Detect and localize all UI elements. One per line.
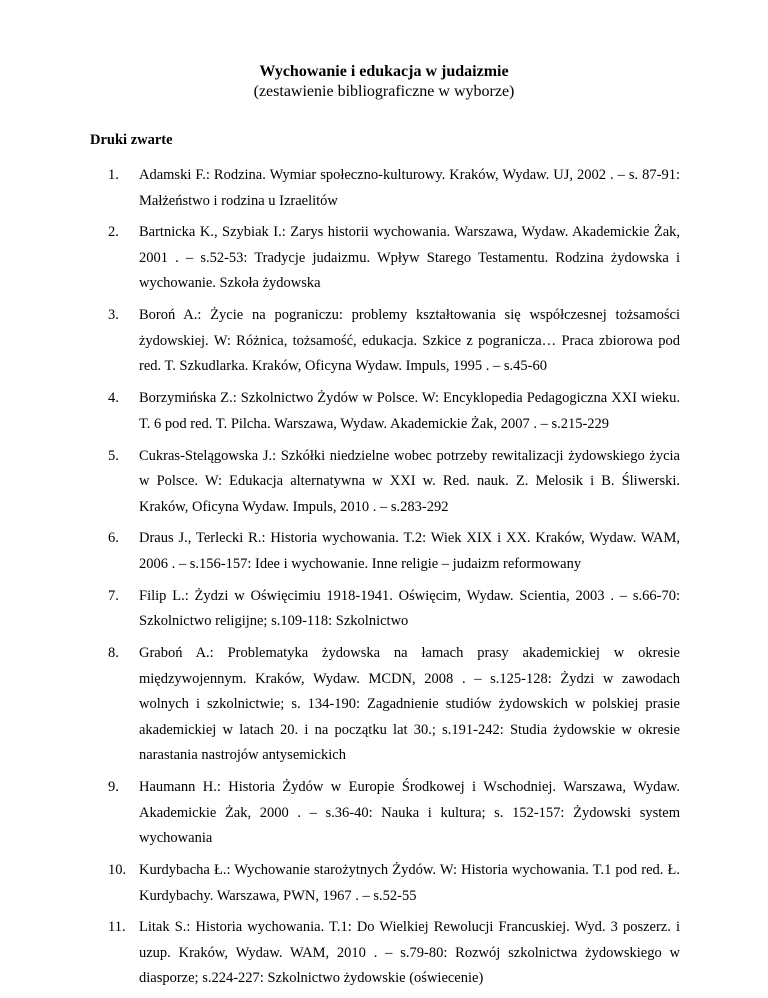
entry-number: 4. [108, 390, 119, 407]
entry-number: 10. [108, 862, 127, 879]
entry-text: Litak S.: Historia wychowania. T.1: Do Wielkiej Rewolucji Francuskiej. Wyd. 3 poszerz. i uzup. Kraków, Wydaw. WAM, 2010 . – s.79-80: Rozwój szkolnictwa żydowskiego w diasporze; s.224-227: Szkolnictwo żydowskie (oświecenie) [139, 919, 680, 987]
bibliography-entry [108, 915, 680, 992]
bibliography-entry [108, 641, 680, 769]
entry-number: 7. [108, 587, 119, 604]
entry-number: 1. [108, 167, 119, 183]
document-title: Wychowanie i edukacja w judaizmie [259, 63, 509, 80]
bibliography-entry [108, 584, 680, 635]
entry-number: 5. [108, 447, 119, 464]
bibliography-entry [108, 775, 680, 852]
document-subtitle: (zestawienie bibliograficzne w wyborze) [253, 83, 515, 100]
entry-text: Bartnicka K., Szybiak I.: Zarys historii wychowania. Warszawa, Wydaw. Akademickie Żak, 2001 . – s.52-53: Tradycje judaizmu. Wpływ Starego Testamentu. Rodzina żydowska i wychowanie. Szkoła żydowska [139, 224, 680, 292]
entry-number: 2. [108, 224, 119, 241]
bibliography-entry [108, 163, 680, 214]
entry-text: Haumann H.: Historia Żydów w Europie Środkowej i Wschodniej. Warszawa, Wydaw. Akademickie Żak, 2000 . – s.36-40: Nauka i kultura; s. 152-157: Żydowski system wychowania [139, 779, 680, 847]
entry-text: Draus J., Terlecki R.: Historia wychowania. T.2: Wiek XIX i XX. Kraków, Wydaw. WAM, 2006 . – s.156-157: Idee i wychowanie. Inne religie – judaizm reformowany [139, 530, 680, 572]
entry-text: Filip L.: Żydzi w Oświęcimiu 1918-1941. Oświęcim, Wydaw. Scientia, 2003 . – s.66-70: Szkolnictwo religijne; s.109-118: Szkolnictwo [139, 587, 680, 630]
entry-number: 11. [108, 919, 126, 936]
bibliography-list [108, 163, 680, 998]
entry-text: Adamski F.: Rodzina. Wymiar społeczno-kulturowy. Kraków, Wydaw. UJ, 2002 . – s. 87-91: Małżeństwo i rodzina u Izraelitów [139, 167, 680, 209]
entry-number: 6. [108, 530, 119, 547]
bibliography-entry [108, 526, 680, 577]
bibliography-entry [108, 444, 680, 521]
bibliography-entry [108, 303, 680, 380]
section-heading: Druki zwarte [90, 132, 173, 148]
entry-text: Cukras-Stelągowska J.: Szkółki niedzielne wobec potrzeby rewitalizacji żydowskiego życia w Polsce. W: Edukacja alternatywna w XXI w. Red. nauk. Z. Melosik i B. Śliwerski. Kraków, Oficyna Wydaw. Impuls, 2010 . – s.283-292 [139, 447, 680, 515]
entry-text: Graboń A.: Problematyka żydowska na łamach prasy akademickiej w okresie międzywojennym. Kraków, Wydaw. MCDN, 2008 . – s.125-128: Żydzi w zawodach wolnych i szkolnictwie; s. 134-190: Zagadnienie studiów żydowskich w polskiej prasie akademickiej w latach 20. i na początku lat 30.; s.191-242: Studia żydowskie w okresie narastania nastrojów antysemickich [139, 645, 680, 764]
entry-number: 8. [108, 645, 119, 662]
bibliography-entry [108, 858, 680, 909]
bibliography-entry [108, 386, 680, 437]
entry-number: 9. [108, 779, 119, 796]
entry-number: 3. [108, 307, 119, 324]
bibliography-entry [108, 220, 680, 297]
entry-text: Kurdybacha Ł.: Wychowanie starożytnych Żydów. W: Historia wychowania. T.1 pod red. Ł. Kurdybachy. Warszawa, PWN, 1967 . – s.52-55 [139, 862, 680, 904]
entry-text: Boroń A.: Życie na pograniczu: problemy kształtowania się współczesnej tożsamości żydowskiej. W: Różnica, tożsamość, edukacja. Szkice z pogranicza… Praca zbiorowa pod red. T. Szkudlarka. Kraków, Oficyna Wydaw. Impuls, 1995 . – s.45-60 [139, 307, 680, 375]
entry-text: Borzymińska Z.: Szkolnictwo Żydów w Polsce. W: Encyklopedia Pedagogiczna XXI wieku. T. 6 pod red. T. Pilcha. Warszawa, Wydaw. Akademickie Żak, 2007 . – s.215-229 [139, 390, 680, 432]
